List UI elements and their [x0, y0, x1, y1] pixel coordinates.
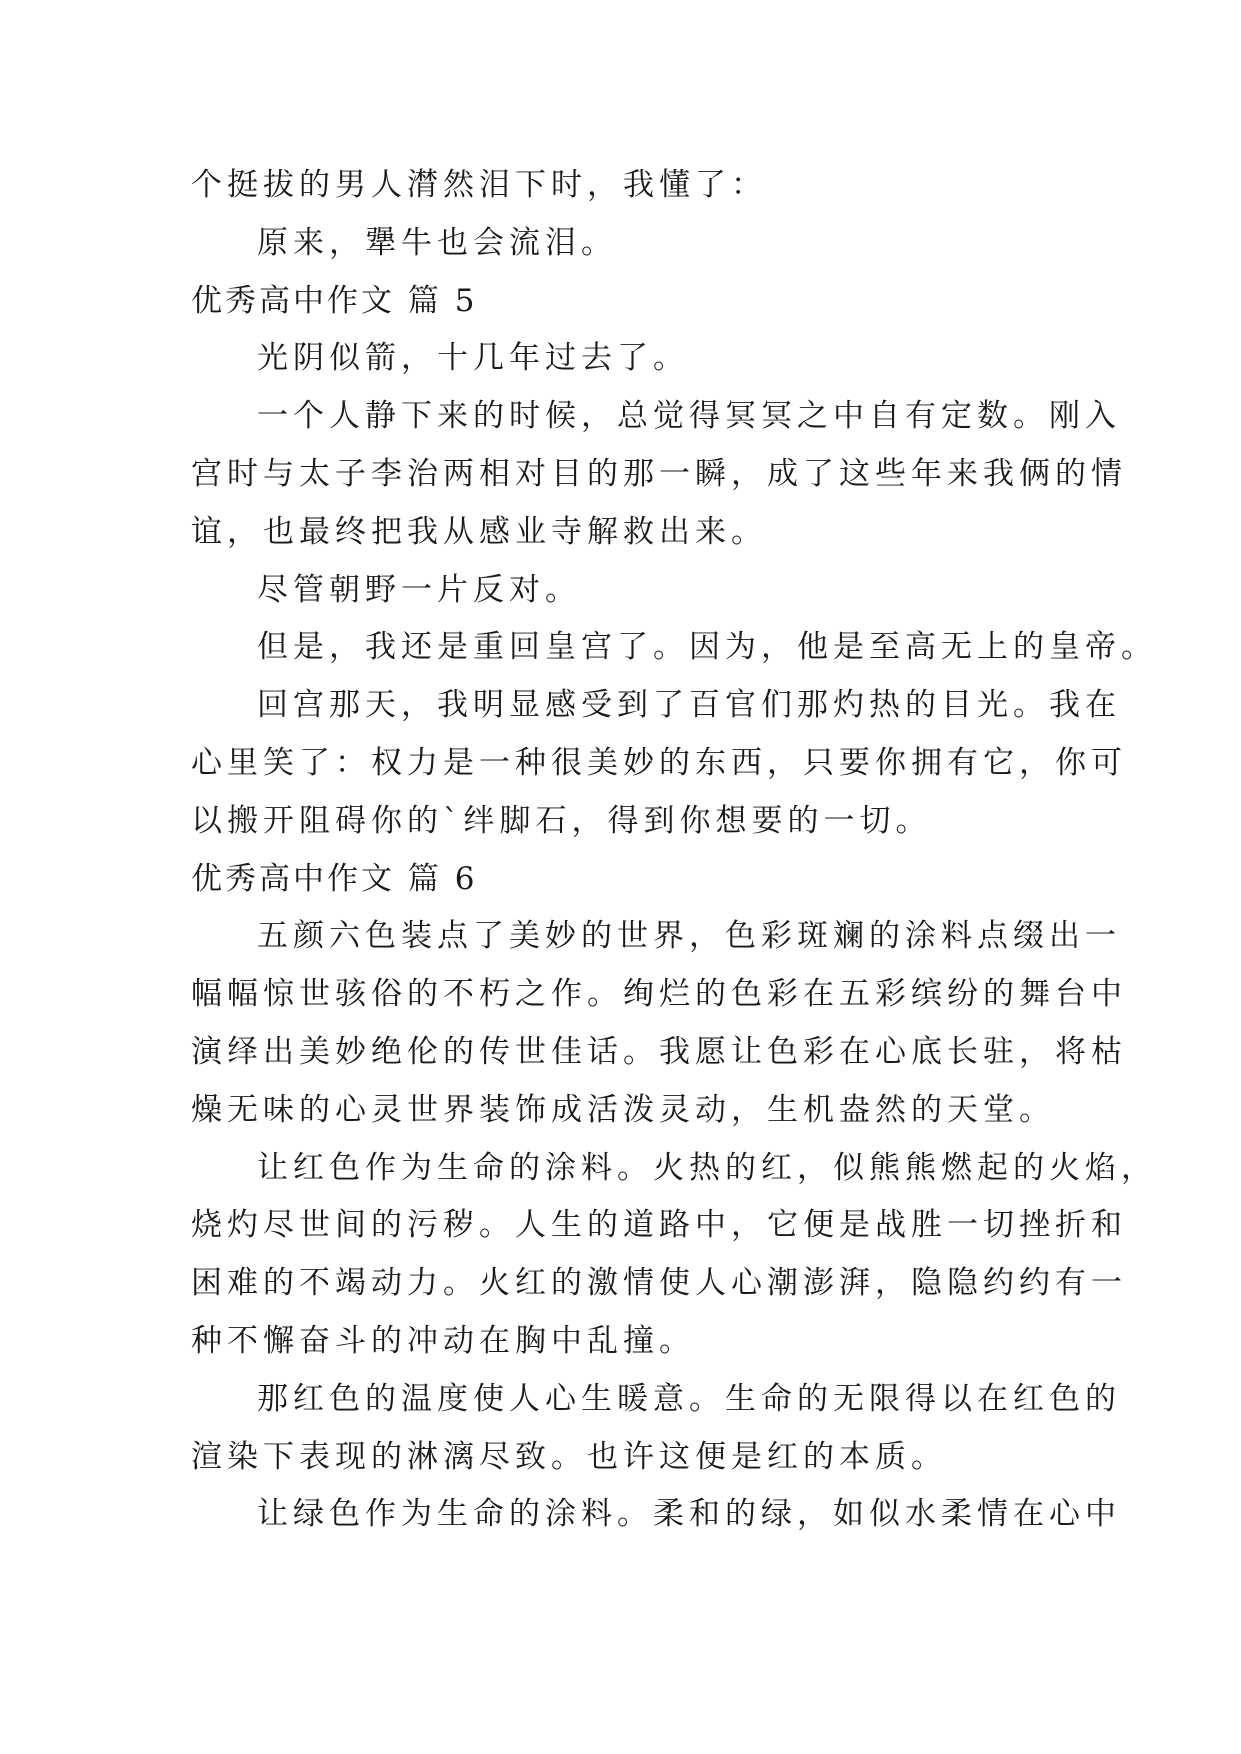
- document-page: [191, 157, 1157, 1544]
- text-line: 燥无味的心灵世界装饰成活泼灵动，生机盎然的天堂。: [191, 1091, 1055, 1128]
- paragraph-line: 那红色的温度使人心生暖意。生命的无限得以在红色的: [257, 1380, 1121, 1417]
- paragraph-line: 光阴似箭，十几年过去了。: [257, 340, 689, 377]
- text-line: 困难的不竭动力。火红的激情使人心潮澎湃，隐隐约约有一: [191, 1265, 1127, 1302]
- text-line: 烧灼尽世间的污秽。人生的道路中，它便是战胜一切挫折和: [191, 1207, 1127, 1244]
- text-line: 宫时与太子李治两相对目的那一瞬，成了这些年来我俩的情: [191, 455, 1127, 492]
- paragraph-line: 让绿色作为生命的涂料。柔和的绿，如似水柔情在心中: [257, 1496, 1121, 1533]
- text-line: 以搬开阻碍你的`绊脚石，得到你想要的一切。: [191, 802, 932, 839]
- paragraph-line: 尽管朝野一片反对。: [257, 571, 581, 608]
- paragraph-line: 一个人静下来的时候，总觉得冥冥之中自有定数。刚入: [257, 398, 1121, 435]
- text-line: 渲染下表现的淋漓尽致。也许这便是红的本质。: [191, 1438, 947, 1475]
- paragraph-line: 回宫那天，我明显感受到了百官们那灼热的目光。我在: [257, 687, 1121, 724]
- paragraph-line: 让红色作为生命的涂料。火热的红，似熊熊燃起的火焰，: [257, 1149, 1157, 1186]
- text-line: 心里笑了：权力是一种很美妙的东西，只要你拥有它，你可: [191, 744, 1127, 781]
- text-line: 种不懈奋斗的冲动在胸中乱撞。: [191, 1322, 695, 1359]
- paragraph-line: 但是，我还是重回皇宫了。因为，他是至高无上的皇帝。: [257, 629, 1157, 666]
- section-heading: 优秀高中作文 篇 5: [191, 282, 478, 319]
- text-line: 幅幅惊世骇俗的不朽之作。绚烂的色彩在五彩缤纷的舞台中: [191, 976, 1127, 1013]
- paragraph-line: 五颜六色装点了美妙的世界，色彩斑斓的涂料点缀出一: [257, 918, 1121, 955]
- paragraph-line: 原来，犟牛也会流泪。: [257, 224, 617, 261]
- text-line: 个挺拔的男人潸然泪下时，我懂了：: [191, 167, 767, 203]
- text-line: 演绎出美妙绝伦的传世佳话。我愿让色彩在心底长驻，将枯: [191, 1033, 1127, 1070]
- section-heading: 优秀高中作文 篇 6: [191, 860, 478, 897]
- text-line: 谊，也最终把我从感业寺解救出来。: [191, 513, 767, 550]
